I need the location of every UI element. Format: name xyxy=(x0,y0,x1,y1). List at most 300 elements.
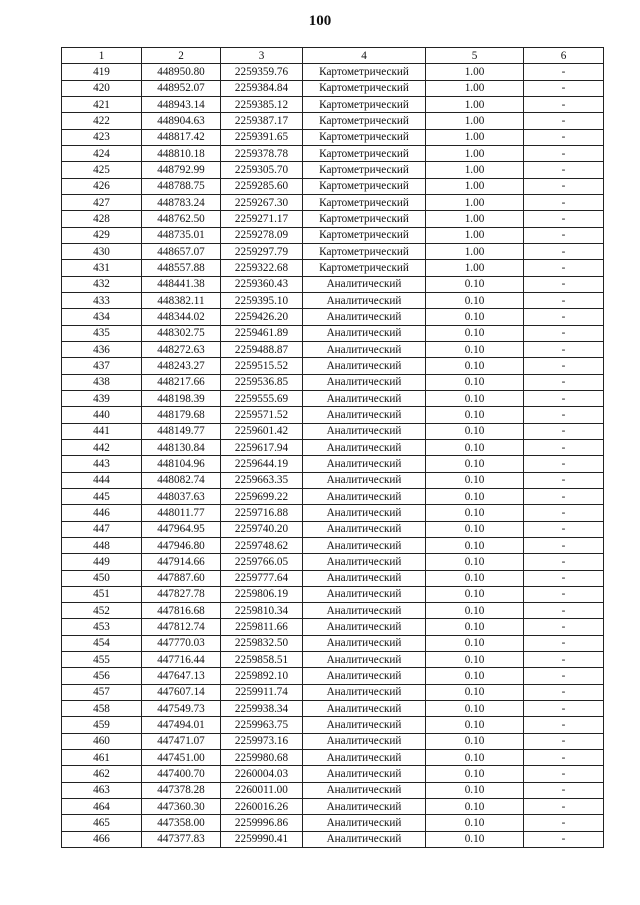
table-row xyxy=(62,586,604,602)
table-cell: Аналитический xyxy=(303,276,426,292)
table-row xyxy=(62,309,604,325)
table-cell: 0.10 xyxy=(426,537,524,553)
table-cell: 1.00 xyxy=(426,162,524,178)
table-cell: 0.10 xyxy=(426,325,524,341)
table-cell: 459 xyxy=(62,717,142,733)
table-row xyxy=(62,488,604,504)
table-row xyxy=(62,652,604,668)
table-cell: 421 xyxy=(62,96,142,112)
table-cell: Аналитический xyxy=(303,782,426,798)
table-cell: 426 xyxy=(62,178,142,194)
table-row xyxy=(62,162,604,178)
table-cell: 0.10 xyxy=(426,292,524,308)
table-cell: - xyxy=(524,831,604,847)
table-row xyxy=(62,733,604,749)
table-cell: Аналитический xyxy=(303,325,426,341)
table-cell: Аналитический xyxy=(303,799,426,815)
table-cell: 0.10 xyxy=(426,799,524,815)
table-cell: Аналитический xyxy=(303,554,426,570)
table-cell: 2259488.87 xyxy=(221,341,303,357)
table-cell: 0.10 xyxy=(426,750,524,766)
table-cell: 447471.07 xyxy=(142,733,221,749)
table-row xyxy=(62,407,604,423)
table-cell: 448382.11 xyxy=(142,292,221,308)
table-row xyxy=(62,439,604,455)
table-cell: Аналитический xyxy=(303,750,426,766)
table-cell: - xyxy=(524,292,604,308)
table-cell: 465 xyxy=(62,815,142,831)
table-cell: 0.10 xyxy=(426,603,524,619)
table-cell: 456 xyxy=(62,668,142,684)
table-cell: 2259515.52 xyxy=(221,358,303,374)
table-cell: 0.10 xyxy=(426,472,524,488)
table-cell: 420 xyxy=(62,80,142,96)
table-cell: - xyxy=(524,439,604,455)
table-cell: 448217.66 xyxy=(142,374,221,390)
table-cell: Аналитический xyxy=(303,374,426,390)
table-cell: 2259267.30 xyxy=(221,194,303,210)
table-cell: 0.10 xyxy=(426,619,524,635)
table-cell: 447964.95 xyxy=(142,521,221,537)
table-cell: Аналитический xyxy=(303,701,426,717)
table-cell: - xyxy=(524,260,604,276)
table-cell: 0.10 xyxy=(426,831,524,847)
table-cell: 2259777.64 xyxy=(221,570,303,586)
table-cell: Аналитический xyxy=(303,439,426,455)
table-cell: 446 xyxy=(62,505,142,521)
table-cell: 448302.75 xyxy=(142,325,221,341)
table-row xyxy=(62,766,604,782)
table-cell: 448179.68 xyxy=(142,407,221,423)
table-cell: 448735.01 xyxy=(142,227,221,243)
table-cell: 0.10 xyxy=(426,505,524,521)
page-number: 100 xyxy=(308,13,332,29)
table-cell: 437 xyxy=(62,358,142,374)
table-row xyxy=(62,684,604,700)
table-cell: 448344.02 xyxy=(142,309,221,325)
table-cell: 0.10 xyxy=(426,358,524,374)
table-cell: 447812.74 xyxy=(142,619,221,635)
table-row xyxy=(62,423,604,439)
table-cell: - xyxy=(524,815,604,831)
table-row xyxy=(62,292,604,308)
table-cell: 1.00 xyxy=(426,227,524,243)
table-cell: 441 xyxy=(62,423,142,439)
table-cell: 445 xyxy=(62,488,142,504)
table-cell: - xyxy=(524,309,604,325)
table-cell: 1.00 xyxy=(426,211,524,227)
table-cell: 447378.28 xyxy=(142,782,221,798)
table-cell: 455 xyxy=(62,652,142,668)
table-cell: 448037.63 xyxy=(142,488,221,504)
table-cell: 0.10 xyxy=(426,407,524,423)
table-cell: 1.00 xyxy=(426,194,524,210)
table-cell: - xyxy=(524,325,604,341)
table-row xyxy=(62,227,604,243)
table-cell: 2259811.66 xyxy=(221,619,303,635)
table-cell: Картометрический xyxy=(303,260,426,276)
table-cell: 0.10 xyxy=(426,521,524,537)
table-row xyxy=(62,260,604,276)
table-cell: 2259278.09 xyxy=(221,227,303,243)
table-cell: Картометрический xyxy=(303,211,426,227)
table-row xyxy=(62,211,604,227)
table-cell: Картометрический xyxy=(303,178,426,194)
table-row xyxy=(62,570,604,586)
table-cell: 0.10 xyxy=(426,668,524,684)
table-cell: - xyxy=(524,619,604,635)
table-cell: 432 xyxy=(62,276,142,292)
table-row xyxy=(62,358,604,374)
table-cell: 2259305.70 xyxy=(221,162,303,178)
table-cell: 0.10 xyxy=(426,554,524,570)
table-cell: 2259990.41 xyxy=(221,831,303,847)
table-cell: 2259617.94 xyxy=(221,439,303,455)
table-cell: 2260016.26 xyxy=(221,799,303,815)
table-cell: 448441.38 xyxy=(142,276,221,292)
table-cell: 0.10 xyxy=(426,488,524,504)
table-cell: - xyxy=(524,243,604,259)
table-cell: 2259973.16 xyxy=(221,733,303,749)
table-cell: 0.10 xyxy=(426,586,524,602)
table-cell: Картометрический xyxy=(303,80,426,96)
table-cell: 0.10 xyxy=(426,717,524,733)
table-cell: - xyxy=(524,145,604,161)
table-cell: Аналитический xyxy=(303,390,426,406)
table-cell: 447358.00 xyxy=(142,815,221,831)
table-cell: 2259322.68 xyxy=(221,260,303,276)
table-cell: 2259391.65 xyxy=(221,129,303,145)
table-cell: 1.00 xyxy=(426,96,524,112)
table-cell: 2259395.10 xyxy=(221,292,303,308)
table-cell: Аналитический xyxy=(303,815,426,831)
table-cell: 447400.70 xyxy=(142,766,221,782)
table-cell: 2259892.10 xyxy=(221,668,303,684)
table-cell: 1.00 xyxy=(426,145,524,161)
table-cell: 447946.80 xyxy=(142,537,221,553)
table-cell: - xyxy=(524,276,604,292)
table-cell: Картометрический xyxy=(303,243,426,259)
table-cell: 427 xyxy=(62,194,142,210)
table-cell: 430 xyxy=(62,243,142,259)
table-cell: 0.10 xyxy=(426,652,524,668)
table-cell: 447494.01 xyxy=(142,717,221,733)
table-cell: 448817.42 xyxy=(142,129,221,145)
table-cell: - xyxy=(524,162,604,178)
table-cell: Аналитический xyxy=(303,586,426,602)
table-cell: Картометрический xyxy=(303,64,426,80)
table-cell: Аналитический xyxy=(303,456,426,472)
table-cell: 2259360.43 xyxy=(221,276,303,292)
table-cell: 2259938.34 xyxy=(221,701,303,717)
table-cell: Аналитический xyxy=(303,668,426,684)
table-cell: 0.10 xyxy=(426,570,524,586)
column-header: 3 xyxy=(221,48,303,64)
table-row xyxy=(62,194,604,210)
table-cell: - xyxy=(524,603,604,619)
table-cell: - xyxy=(524,668,604,684)
table-cell: - xyxy=(524,684,604,700)
table-cell: 448272.63 xyxy=(142,341,221,357)
table-cell: 448783.24 xyxy=(142,194,221,210)
table-row xyxy=(62,472,604,488)
table-cell: 440 xyxy=(62,407,142,423)
table-row xyxy=(62,374,604,390)
table-cell: - xyxy=(524,586,604,602)
table-cell: - xyxy=(524,341,604,357)
table-cell: 436 xyxy=(62,341,142,357)
table-cell: 447827.78 xyxy=(142,586,221,602)
table-cell: 0.10 xyxy=(426,456,524,472)
table-cell: 2260011.00 xyxy=(221,782,303,798)
table-cell: 447 xyxy=(62,521,142,537)
table-cell: 447647.13 xyxy=(142,668,221,684)
table-cell: - xyxy=(524,472,604,488)
table-cell: - xyxy=(524,407,604,423)
table-cell: 447451.00 xyxy=(142,750,221,766)
table-cell: 442 xyxy=(62,439,142,455)
column-header: 4 xyxy=(303,48,426,64)
table-cell: 448810.18 xyxy=(142,145,221,161)
table-cell: - xyxy=(524,80,604,96)
table-cell: 0.10 xyxy=(426,635,524,651)
table-row xyxy=(62,505,604,521)
table-cell: - xyxy=(524,113,604,129)
table-cell: - xyxy=(524,799,604,815)
table-cell: 2259536.85 xyxy=(221,374,303,390)
table-cell: 1.00 xyxy=(426,260,524,276)
table-cell: 458 xyxy=(62,701,142,717)
table-cell: 448130.84 xyxy=(142,439,221,455)
table-cell: 0.10 xyxy=(426,439,524,455)
table-cell: Картометрический xyxy=(303,145,426,161)
table-cell: 454 xyxy=(62,635,142,651)
table-cell: Аналитический xyxy=(303,309,426,325)
table-cell: 2259740.20 xyxy=(221,521,303,537)
table-cell: 434 xyxy=(62,309,142,325)
table-cell: 2259426.20 xyxy=(221,309,303,325)
column-header: 5 xyxy=(426,48,524,64)
table-cell: - xyxy=(524,227,604,243)
table-cell: 462 xyxy=(62,766,142,782)
table-cell: - xyxy=(524,374,604,390)
table-cell: - xyxy=(524,194,604,210)
table-cell: 0.10 xyxy=(426,423,524,439)
table-cell: 424 xyxy=(62,145,142,161)
table-cell: 449 xyxy=(62,554,142,570)
table-row xyxy=(62,668,604,684)
table-row xyxy=(62,815,604,831)
table-cell: - xyxy=(524,456,604,472)
table-cell: 443 xyxy=(62,456,142,472)
table-cell: 447549.73 xyxy=(142,701,221,717)
table-cell: 423 xyxy=(62,129,142,145)
table-cell: Аналитический xyxy=(303,407,426,423)
table-cell: Аналитический xyxy=(303,635,426,651)
table-cell: - xyxy=(524,554,604,570)
table-cell: 0.10 xyxy=(426,390,524,406)
table-row xyxy=(62,390,604,406)
table-cell: 448198.39 xyxy=(142,390,221,406)
table-cell: 447377.83 xyxy=(142,831,221,847)
table-cell: 0.10 xyxy=(426,701,524,717)
table-cell: 425 xyxy=(62,162,142,178)
table-cell: 433 xyxy=(62,292,142,308)
table-cell: 2259858.51 xyxy=(221,652,303,668)
table-row xyxy=(62,782,604,798)
table-cell: 438 xyxy=(62,374,142,390)
table-cell: 448792.99 xyxy=(142,162,221,178)
table-cell: - xyxy=(524,64,604,80)
table-cell: 448557.88 xyxy=(142,260,221,276)
table-cell: 2259996.86 xyxy=(221,815,303,831)
table-cell: - xyxy=(524,211,604,227)
table-cell: 1.00 xyxy=(426,129,524,145)
table-cell: 447607.14 xyxy=(142,684,221,700)
table-cell: 2259663.35 xyxy=(221,472,303,488)
table-cell: - xyxy=(524,96,604,112)
table-cell: 1.00 xyxy=(426,178,524,194)
table-body xyxy=(62,64,604,848)
table-cell: Картометрический xyxy=(303,96,426,112)
table-row xyxy=(62,64,604,80)
table-cell: 461 xyxy=(62,750,142,766)
table-row xyxy=(62,456,604,472)
table-cell: 447887.60 xyxy=(142,570,221,586)
table-cell: Аналитический xyxy=(303,570,426,586)
table-header-row xyxy=(62,48,604,64)
table-cell: 448082.74 xyxy=(142,472,221,488)
table-row xyxy=(62,276,604,292)
table-cell: - xyxy=(524,390,604,406)
table-cell: Аналитический xyxy=(303,831,426,847)
table-cell: 448952.07 xyxy=(142,80,221,96)
table-row xyxy=(62,831,604,847)
table-cell: 0.10 xyxy=(426,766,524,782)
table-cell: Аналитический xyxy=(303,684,426,700)
table-cell: 448149.77 xyxy=(142,423,221,439)
table-cell: 448011.77 xyxy=(142,505,221,521)
table-cell: Аналитический xyxy=(303,472,426,488)
table-cell: - xyxy=(524,733,604,749)
table-cell: Картометрический xyxy=(303,162,426,178)
table-cell: 2259963.75 xyxy=(221,717,303,733)
table-cell: 0.10 xyxy=(426,815,524,831)
table-cell: 448950.80 xyxy=(142,64,221,80)
table-row xyxy=(62,750,604,766)
table-cell: 0.10 xyxy=(426,782,524,798)
table-cell: - xyxy=(524,701,604,717)
table-row xyxy=(62,145,604,161)
table-cell: Аналитический xyxy=(303,619,426,635)
table-cell: 448104.96 xyxy=(142,456,221,472)
table-cell: 2259461.89 xyxy=(221,325,303,341)
table-cell: - xyxy=(524,505,604,521)
table-cell: Аналитический xyxy=(303,423,426,439)
table-cell: 1.00 xyxy=(426,64,524,80)
table-cell: Аналитический xyxy=(303,537,426,553)
table-cell: 448762.50 xyxy=(142,211,221,227)
table-cell: 0.10 xyxy=(426,341,524,357)
table-cell: 0.10 xyxy=(426,733,524,749)
table-cell: Аналитический xyxy=(303,505,426,521)
table-cell: 1.00 xyxy=(426,243,524,259)
table-cell: 2259832.50 xyxy=(221,635,303,651)
table-cell: 2259387.17 xyxy=(221,113,303,129)
table-cell: 450 xyxy=(62,570,142,586)
table-cell: 431 xyxy=(62,260,142,276)
table-row xyxy=(62,717,604,733)
table-cell: - xyxy=(524,358,604,374)
table-row xyxy=(62,96,604,112)
table-cell: - xyxy=(524,129,604,145)
table-cell: - xyxy=(524,750,604,766)
table-cell: 429 xyxy=(62,227,142,243)
table-cell: 0.10 xyxy=(426,684,524,700)
table-cell: 444 xyxy=(62,472,142,488)
table-row xyxy=(62,799,604,815)
coordinates-table xyxy=(61,47,604,848)
table-cell: Аналитический xyxy=(303,521,426,537)
table-row xyxy=(62,701,604,717)
table-cell: 422 xyxy=(62,113,142,129)
table-cell: 451 xyxy=(62,586,142,602)
column-header: 6 xyxy=(524,48,604,64)
table-cell: 448943.14 xyxy=(142,96,221,112)
table-cell: 2259810.34 xyxy=(221,603,303,619)
table-cell: 2259748.62 xyxy=(221,537,303,553)
table-cell: 2259297.79 xyxy=(221,243,303,259)
table-cell: 1.00 xyxy=(426,113,524,129)
table-cell: Аналитический xyxy=(303,652,426,668)
table-cell: - xyxy=(524,766,604,782)
table-row xyxy=(62,341,604,357)
table-cell: 448243.27 xyxy=(142,358,221,374)
table-cell: Картометрический xyxy=(303,113,426,129)
table-cell: 2260004.03 xyxy=(221,766,303,782)
table-cell: Аналитический xyxy=(303,341,426,357)
table-cell: 460 xyxy=(62,733,142,749)
table-cell: Аналитический xyxy=(303,603,426,619)
table-cell: 0.10 xyxy=(426,309,524,325)
table-cell: 2259980.68 xyxy=(221,750,303,766)
table-cell: 2259571.52 xyxy=(221,407,303,423)
table-cell: - xyxy=(524,717,604,733)
table-cell: 2259271.17 xyxy=(221,211,303,227)
table-cell: 463 xyxy=(62,782,142,798)
table-cell: - xyxy=(524,521,604,537)
table-cell: 2259555.69 xyxy=(221,390,303,406)
table-cell: - xyxy=(524,635,604,651)
table-cell: 448 xyxy=(62,537,142,553)
table-cell: 2259699.22 xyxy=(221,488,303,504)
table-cell: 2259385.12 xyxy=(221,96,303,112)
table-cell: 448904.63 xyxy=(142,113,221,129)
table-row xyxy=(62,619,604,635)
table-cell: 2259644.19 xyxy=(221,456,303,472)
table-row xyxy=(62,537,604,553)
table-cell: 448657.07 xyxy=(142,243,221,259)
table-cell: Аналитический xyxy=(303,488,426,504)
table-row xyxy=(62,113,604,129)
table-cell: - xyxy=(524,423,604,439)
table-cell: 1.00 xyxy=(426,80,524,96)
table-cell: 2259384.84 xyxy=(221,80,303,96)
table-row xyxy=(62,603,604,619)
table-cell: 2259359.76 xyxy=(221,64,303,80)
table-cell: 2259285.60 xyxy=(221,178,303,194)
table-cell: 2259601.42 xyxy=(221,423,303,439)
